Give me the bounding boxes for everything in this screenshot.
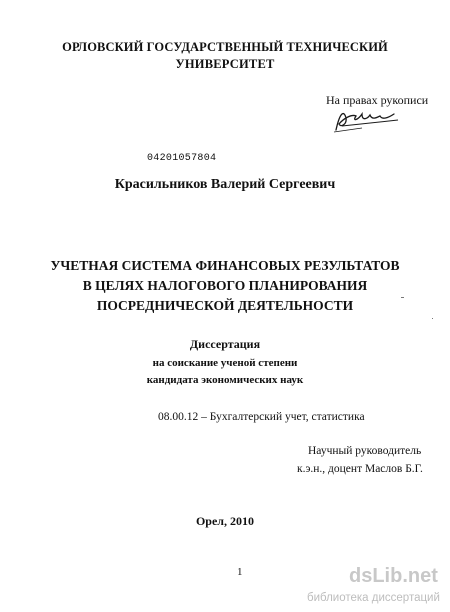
title-line-2: В ЦЕЛЯХ НАЛОГОВОГО ПЛАНИРОВАНИЯ: [82, 278, 368, 293]
author-name: Красильников Валерий Сергеевич: [114, 177, 336, 192]
page-number: 1: [237, 566, 243, 578]
title-line-1: УЧЕТНАЯ СИСТЕМА ФИНАНСОВЫХ РЕЗУЛЬТАТОВ: [50, 258, 400, 273]
supervisor-role: Научный руководитель: [308, 445, 422, 457]
dissertation-purpose: на соискание ученой степени: [152, 357, 298, 369]
university-line-1: ОРЛОВСКИЙ ГОСУДАРСТВЕННЫЙ ТЕХНИЧЕСКИЙ: [62, 40, 388, 54]
watermark-logo: dsLib.net: [349, 565, 438, 587]
scan-speck: [401, 297, 404, 298]
manuscript-rights-label: На правах рукописи: [326, 93, 429, 107]
document-code: 04201057804: [147, 153, 217, 164]
title-line-3: ПОСРЕДНИЧЕСКОЙ ДЕЯТЕЛЬНОСТИ: [96, 298, 354, 313]
city-year: Орел, 2010: [195, 514, 255, 528]
watermark-subtitle: библиотека диссертаций: [307, 592, 440, 604]
dissertation-degree: кандидата экономических наук: [146, 374, 304, 386]
supervisor-name: к.э.н., доцент Маслов Б.Г.: [297, 463, 423, 475]
university-line-2: УНИВЕРСИТЕТ: [175, 57, 275, 71]
signature: [332, 106, 402, 134]
dissertation-label: Диссертация: [189, 337, 261, 351]
specialty-code: 08.00.12 – Бухгалтерский учет, статистика: [158, 411, 365, 423]
scan-speck: [432, 318, 433, 319]
watermark: [296, 565, 450, 612]
